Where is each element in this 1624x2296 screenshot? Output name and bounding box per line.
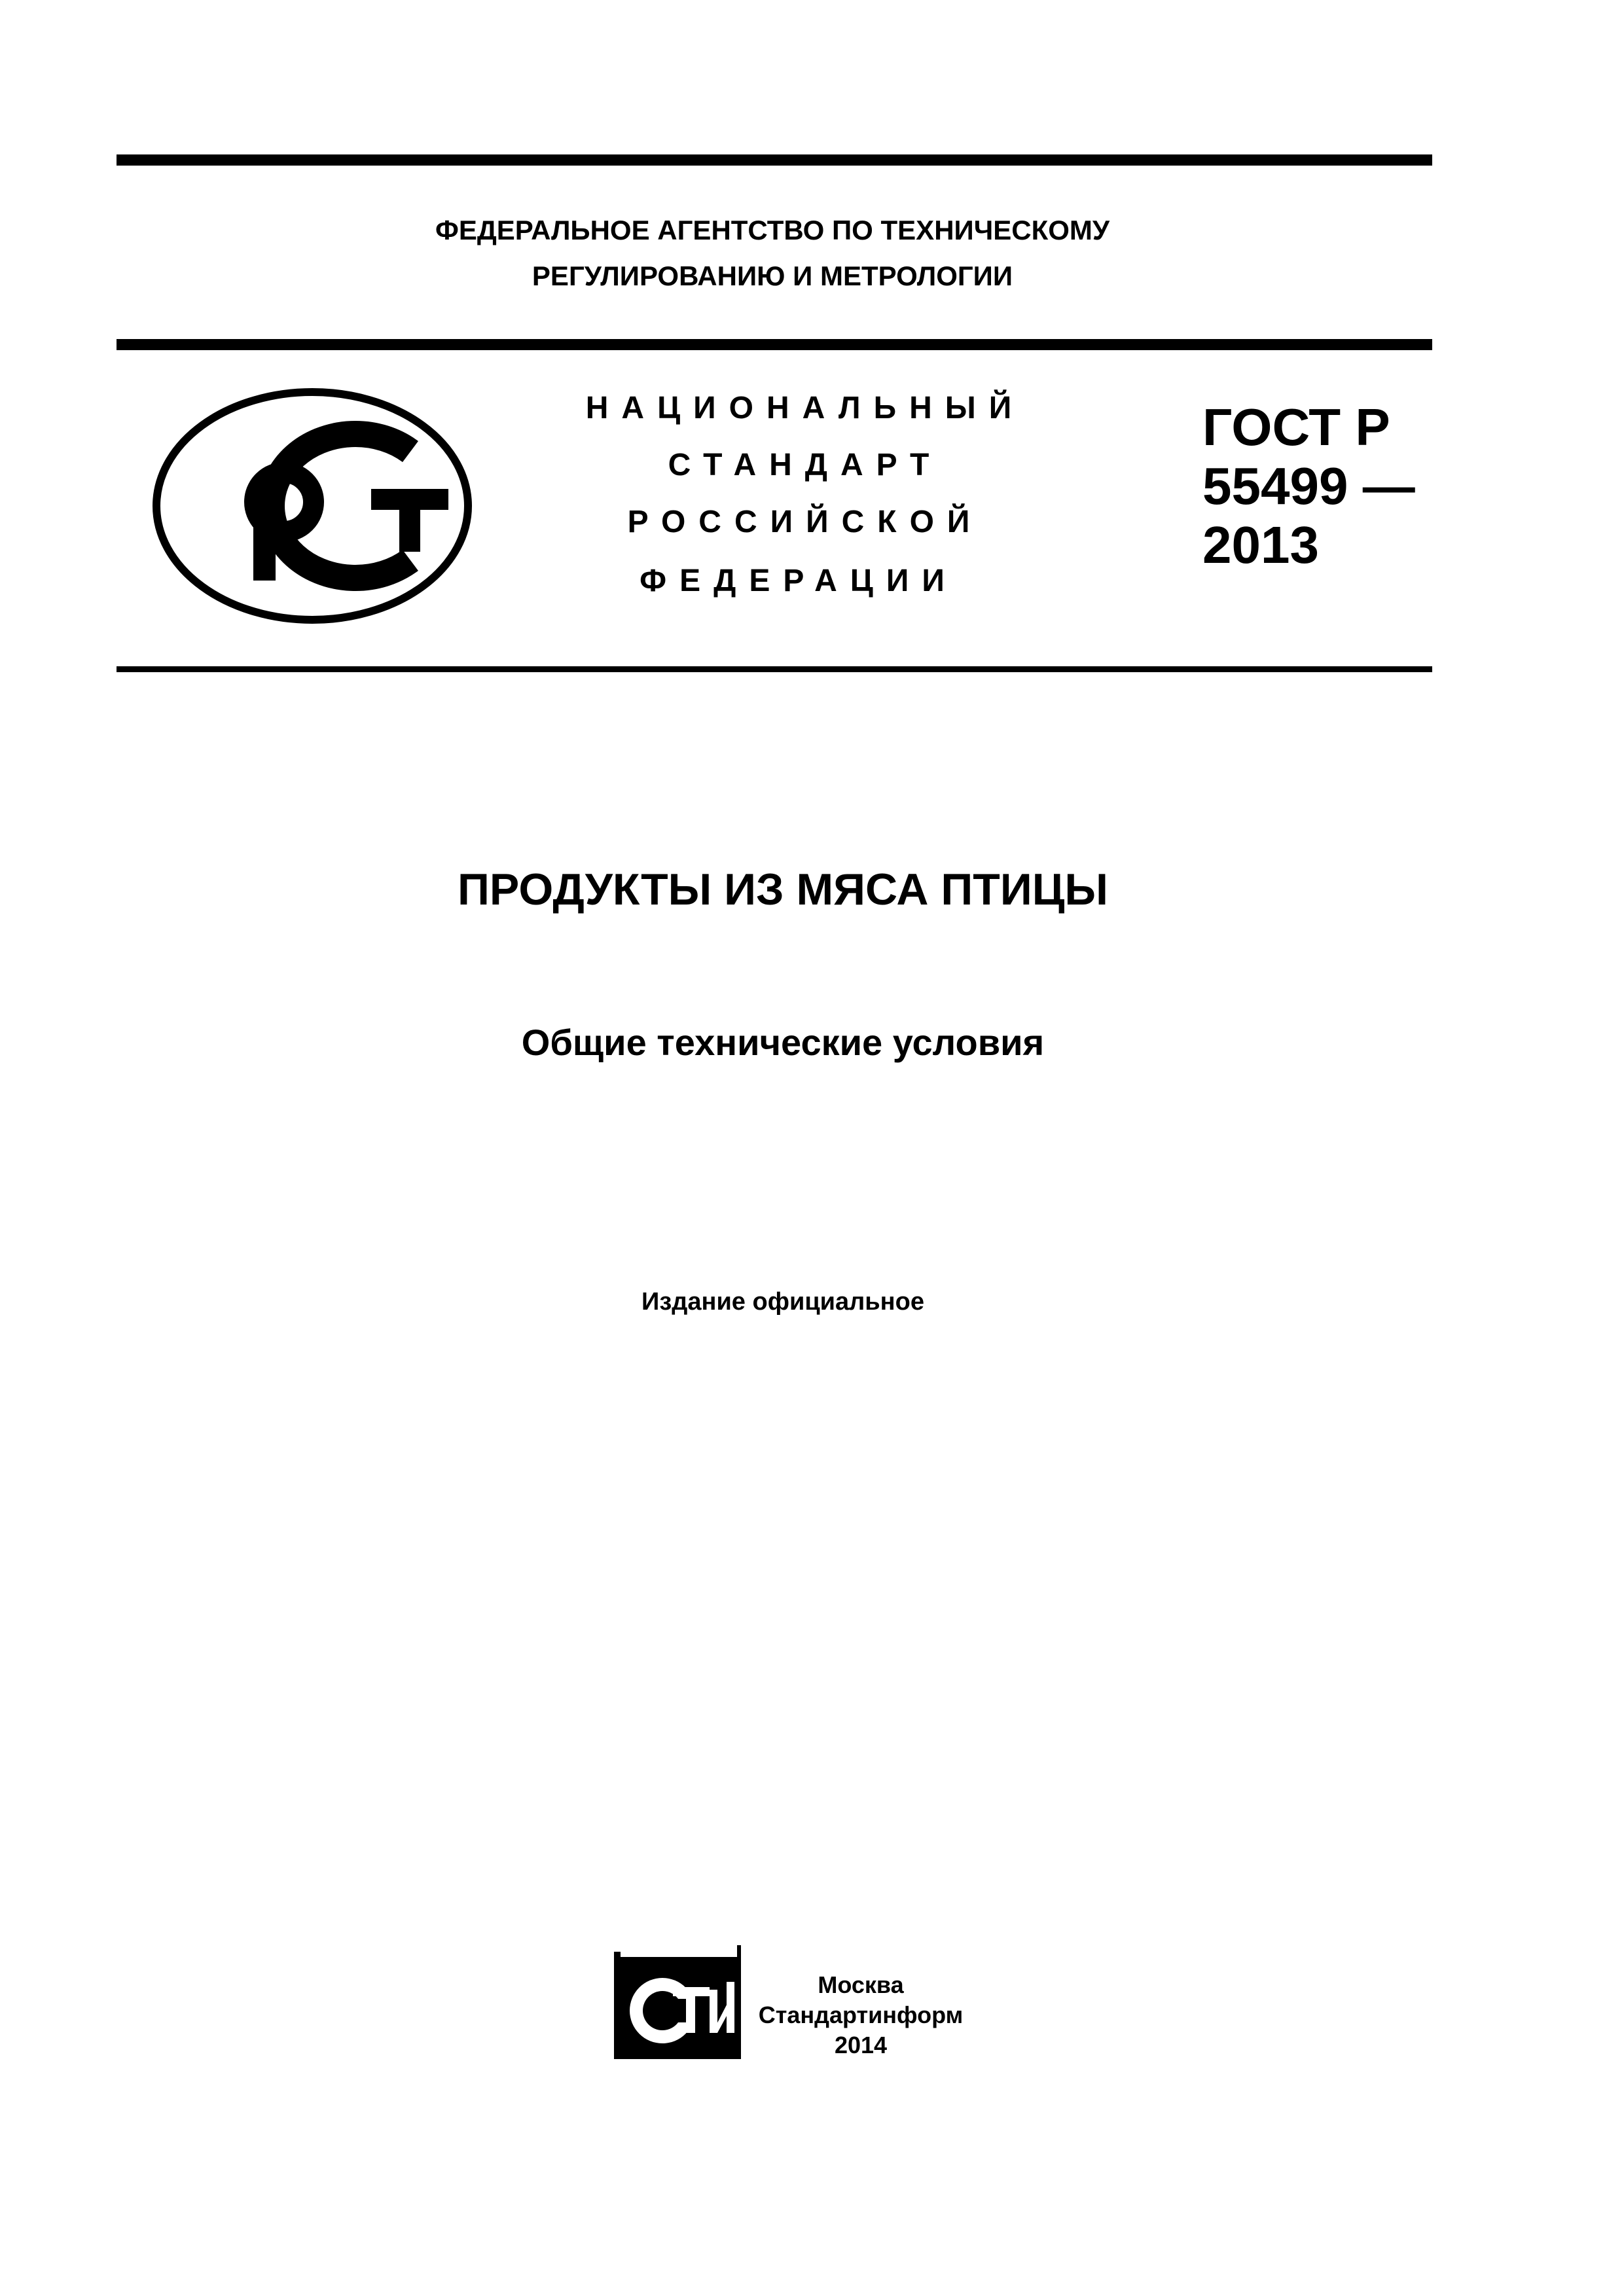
publication-year: 2014 — [834, 2032, 888, 2058]
header-bottom-rule — [117, 666, 1432, 672]
standard-designation-line3: 2013 — [1202, 516, 1319, 574]
standard-designation-line1: ГОСТ Р — [1202, 398, 1390, 456]
top-rule — [117, 154, 1432, 166]
agency-name-line1: ФЕДЕРАЛЬНОЕ АГЕНТСТВО ПО ТЕХНИЧЕСКОМУ — [435, 215, 1110, 245]
standard-type-line4: ФЕДЕРАЦИИ — [640, 564, 958, 598]
agency-name-line2: РЕГУЛИРОВАНИЮ И МЕТРОЛОГИИ — [532, 260, 1013, 291]
document-title: ПРОДУКТЫ ИЗ МЯСА ПТИЦЫ — [458, 865, 1108, 914]
sti-logo-icon — [613, 1943, 744, 2063]
standard-type-line1: НАЦИОНАЛЬНЫЙ — [585, 391, 1025, 425]
rst-logo-icon — [152, 387, 473, 624]
standard-designation-line2: 55499 — — [1202, 457, 1415, 515]
publisher-city: Москва — [818, 1971, 904, 1998]
document-subtitle: Общие технические условия — [521, 1022, 1045, 1063]
standard-type-line2: СТАНДАРТ — [668, 448, 943, 482]
header-rule — [117, 339, 1432, 350]
edition-label: Издание официальное — [641, 1288, 924, 1316]
publisher-name: Стандартинформ — [758, 2001, 964, 2028]
standard-type-line3: РОССИЙСКОЙ — [627, 505, 983, 539]
